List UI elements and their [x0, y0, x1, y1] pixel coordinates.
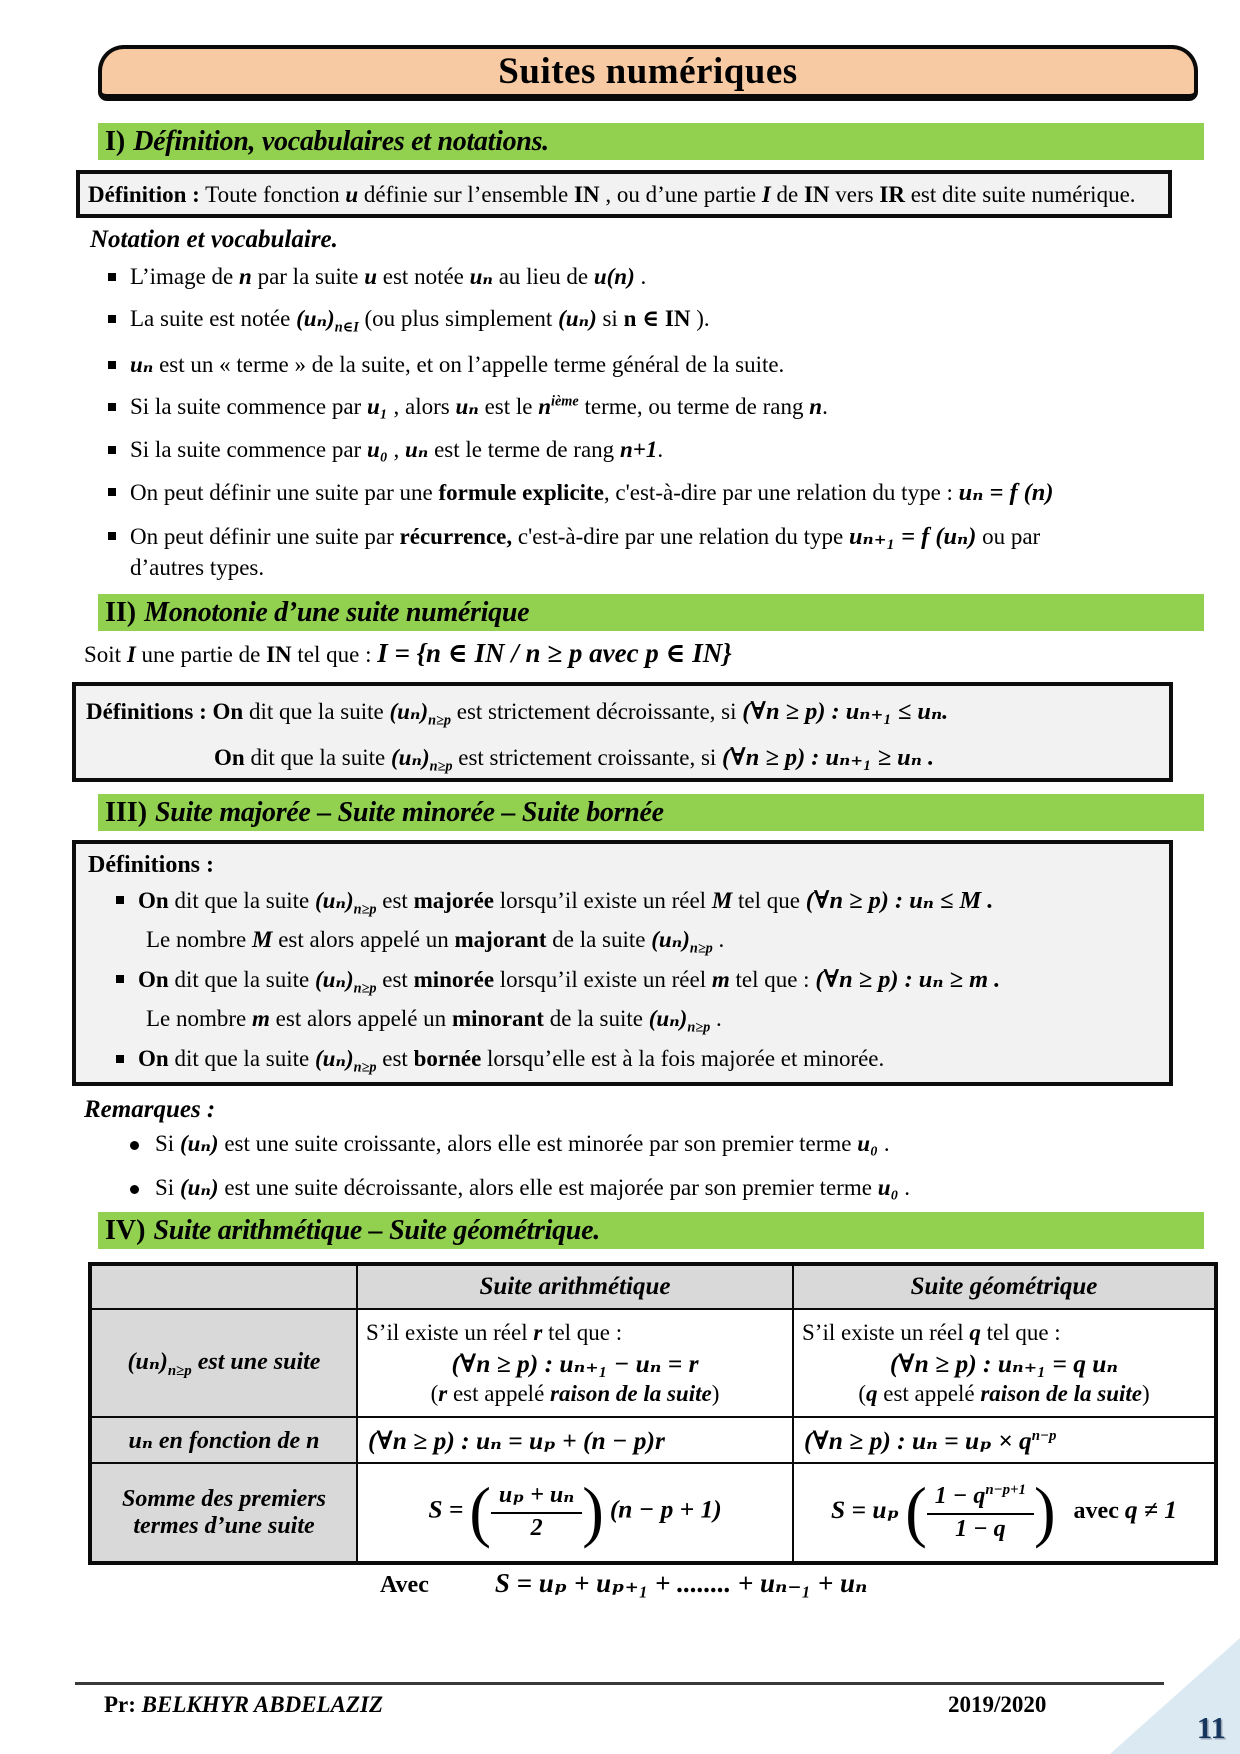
arith-term-cell [357, 1417, 793, 1463]
math-run: u₀ [857, 1131, 879, 1156]
math-subscript: n≥p [353, 901, 377, 918]
bold-run: récurrence, [399, 524, 513, 550]
section-bar-1 [98, 123, 1204, 160]
teacher-label: Pr: [104, 1692, 136, 1717]
open-paren: ( [905, 1473, 927, 1550]
definitions-lead: On [214, 744, 245, 770]
math-run: uₙ [130, 351, 154, 377]
list-item-text [130, 477, 1053, 509]
bold-run: On [138, 967, 169, 993]
square-bullet-icon [108, 403, 116, 411]
square-bullet-icon [116, 975, 124, 983]
geo-sum-cell [793, 1463, 1216, 1563]
bold-run: minorée [413, 967, 495, 993]
text-run: L’image de [130, 264, 240, 289]
text-run: . [710, 1006, 722, 1032]
math-run: uₙ [455, 394, 479, 420]
text-run: 1 − q [934, 1482, 986, 1509]
text-run: tel que : [729, 967, 816, 993]
bold-run: On [138, 888, 169, 913]
square-bullet-icon [116, 1055, 124, 1063]
math-subscript: n∈I [334, 319, 359, 336]
math-run: (uₙ) [389, 699, 429, 724]
list-item [108, 435, 1148, 465]
math-run: m [711, 967, 730, 993]
text-run: lorsqu’il existe un réel [494, 888, 712, 913]
math-run: n [239, 264, 252, 289]
square-bullet-icon [116, 896, 124, 904]
math-subscript: n≥p [167, 1362, 192, 1379]
arith-geo-table-wrap [88, 1262, 1177, 1565]
definition-line [86, 742, 1159, 776]
bold-run: On [138, 1045, 169, 1071]
definition-box [76, 170, 1172, 218]
math-run: uₙ [469, 264, 493, 289]
text-run: tel que [732, 888, 806, 913]
footer-teacher [104, 1692, 383, 1718]
page-number: 11 [1196, 1710, 1226, 1745]
section-bar-4 [98, 1212, 1204, 1249]
table-header-empty [90, 1264, 357, 1309]
list-item-text [130, 350, 784, 380]
text-run: S’il existe un réel [802, 1319, 970, 1345]
square-bullet-icon [108, 361, 116, 369]
geo-definition-cell [793, 1309, 1216, 1417]
math-subscript: n≥p [429, 758, 453, 775]
round-bullet-icon [130, 1141, 139, 1150]
text-run: dit que la suite [168, 1045, 315, 1071]
condition-label: avec [1073, 1498, 1125, 1525]
text-run: ) [1142, 1380, 1150, 1406]
math-run: (uₙ) [179, 1131, 219, 1156]
math-run: r [438, 1380, 448, 1406]
formula: uₙ₊₁ = f (uₙ) [848, 523, 977, 551]
list-item-text [130, 521, 1040, 584]
formula: (∀n ≥ p) : uₙ₊₁ − uₙ = r [451, 1348, 699, 1378]
formula: S = [428, 1495, 464, 1525]
math-run: (uₙ) [127, 1349, 168, 1376]
text-run: terme, ou terme de rang [578, 394, 810, 420]
row-label [90, 1463, 357, 1563]
math-run: (uₙ) [314, 967, 354, 993]
formula: (n − p + 1) [609, 1495, 722, 1525]
definition-item [116, 885, 1157, 919]
formula: (∀n ≥ p) : uₙ = uₚ + (n − p)r [368, 1425, 665, 1455]
text-run: S’il existe un réel [366, 1319, 534, 1345]
square-bullet-icon [108, 273, 116, 281]
math-subscript: n≥p [689, 940, 713, 957]
fraction [491, 1482, 582, 1542]
text-run: Le nombre [146, 927, 253, 953]
text-run: , c'est-à-dire par une relation du type : [603, 479, 959, 505]
math-superscript: ième [551, 393, 579, 410]
text-run: Si [155, 1131, 180, 1156]
text-run: est alors appelé un [272, 927, 455, 953]
text-run: lorsqu’il existe un réel [494, 967, 712, 993]
definition-item-text [146, 1004, 722, 1037]
section-4-title: Suite arithmétique – Suite géométrique. [153, 1214, 600, 1246]
remark-text [155, 1130, 890, 1157]
definition-item [146, 1004, 1157, 1037]
arith-sum-cell [357, 1463, 793, 1563]
definitions-lead: Définitions : On [86, 699, 244, 724]
text-run: On peut définir une suite par une [130, 479, 439, 505]
text-run: On peut définir une suite par [130, 524, 400, 550]
note-line [802, 1381, 1206, 1407]
text-run: est le [478, 394, 539, 420]
text-run: de [770, 182, 804, 207]
table-header-arith: Suite arithmétique [357, 1264, 793, 1309]
text-run: est alors appelé un [269, 1006, 452, 1032]
text-run: ). [690, 306, 710, 332]
list-item [108, 304, 1148, 337]
intro-line [366, 1320, 784, 1346]
square-bullet-icon [108, 532, 116, 540]
square-bullet-icon [108, 315, 116, 323]
text-run: ) [711, 1380, 720, 1406]
text-run: . [712, 927, 725, 953]
text-run: est le terme de rang [428, 436, 620, 462]
text-run: Le nombre [146, 1006, 253, 1032]
formula-line [802, 1473, 1206, 1550]
note-line [366, 1381, 784, 1407]
text-run: . [898, 1175, 910, 1200]
section-bar-2 [98, 594, 1204, 631]
text-run: tel que : [980, 1319, 1061, 1345]
math-subscript: n≥p [687, 1019, 711, 1036]
text-run: au lieu de [492, 264, 594, 289]
page-title: Suites numériques [498, 51, 798, 92]
section-1-title: Définition, vocabulaires et notations. [133, 125, 549, 157]
open-paren: ( [469, 1473, 491, 1550]
definition-item [116, 964, 1157, 998]
definition-item-text [138, 885, 993, 919]
text-run: est appelé [877, 1380, 981, 1406]
formula: (∀n ≥ p) : uₙ ≥ m . [815, 966, 1001, 994]
text-run: Soit [84, 642, 127, 667]
intro-line [802, 1320, 1206, 1346]
table-row-sum [90, 1463, 1216, 1563]
math-run: n+1 [619, 436, 658, 462]
math-run: n [306, 1428, 320, 1454]
section-bar-3 [98, 794, 1204, 831]
text-run: ou par [976, 524, 1041, 550]
table-row-definition [90, 1309, 1216, 1417]
text-run: tel que : [291, 642, 378, 667]
section-4-label: IV) [105, 1214, 146, 1246]
math-run: u [345, 182, 359, 207]
section-2-label: II) [105, 596, 137, 628]
table-row-general-term [90, 1417, 1216, 1463]
formula-line [366, 1348, 784, 1379]
close-paren: ) [1033, 1473, 1056, 1550]
text-run: est strictement croissante, si [452, 744, 723, 770]
math-run: M [252, 927, 273, 953]
formula-line [368, 1425, 784, 1456]
fraction-denominator: 2 [491, 1512, 582, 1543]
math-run: uₙ [128, 1428, 153, 1454]
text-run: Si [155, 1175, 180, 1200]
bounded-definitions-box [72, 840, 1173, 1086]
label-line: termes d’une suite [133, 1512, 315, 1539]
text-run: de la suite [543, 1006, 649, 1032]
list-item [108, 262, 1148, 292]
text-run: . [822, 394, 828, 420]
text-run: dit que la suite [243, 699, 390, 724]
text-run: est notée [377, 264, 470, 289]
footer-year: 2019/2020 [948, 1692, 1047, 1717]
fraction-numerator: uₚ + uₙ [498, 1482, 575, 1509]
math-run: u₁ [366, 394, 388, 420]
text-run: en fonction de [152, 1428, 307, 1454]
bold-run: formule explicite [438, 479, 604, 505]
text-run: est une suite décroissante, alors elle est majorée par son premier terme [218, 1175, 878, 1200]
monotony-definitions-box [72, 682, 1173, 782]
math-run: I [126, 642, 136, 667]
set-definition-line [84, 638, 732, 669]
formula: (∀n ≥ p) : uₙ₊₁ ≤ uₙ. [742, 698, 949, 725]
formula: (∀n ≥ p) : uₙ₊₁ ≥ uₙ . [722, 743, 935, 771]
text-run: est appelé [447, 1380, 551, 1406]
section-3-label: III) [105, 796, 148, 828]
bold-run: majorant [454, 927, 547, 953]
math-run: (uₙ) [179, 1175, 219, 1200]
math-superscript: n−p+1 [985, 1481, 1026, 1498]
list-item-text [130, 435, 663, 465]
math-run: q [866, 1380, 878, 1406]
text-run: c'est-à-dire par une relation du type [512, 524, 849, 550]
arith-definition-cell [357, 1309, 793, 1417]
section-3-title: Suite majorée – Suite minorée – Suite bornée [155, 796, 664, 828]
text-run: est une suite [191, 1349, 321, 1376]
text-run: par la suite [251, 264, 365, 289]
text-run: est strictement décroissante, si [451, 699, 743, 724]
text-run: . [878, 1131, 890, 1156]
math-run: I [761, 182, 771, 207]
text-run: Toute fonction [199, 182, 346, 207]
math-run: (uₙ) [558, 306, 597, 332]
section-1-label: I) [105, 125, 126, 157]
math-run: IN [574, 182, 600, 207]
math-run: u₀ [366, 436, 388, 462]
fraction [927, 1482, 1034, 1543]
definitions-heading: Définitions : [88, 852, 214, 878]
bold-run: bornée [413, 1045, 482, 1071]
list-item [108, 477, 1148, 509]
label-line: Somme des premiers [122, 1485, 326, 1512]
notation-bullet-list [108, 262, 1148, 596]
math-run: IN [266, 642, 292, 667]
round-bullet-icon [130, 1185, 139, 1194]
bold-run: minorant [451, 1006, 544, 1032]
remark-item [130, 1174, 1130, 1201]
fraction-denominator: 1 − q [927, 1513, 1034, 1544]
text-run: La suite est notée [130, 306, 297, 332]
text-run: , ou d’une partie [599, 182, 762, 207]
math-run: (uₙ) [296, 306, 335, 332]
text-run: définie sur l’ensemble [358, 182, 575, 207]
remark-text [155, 1174, 910, 1201]
text-run: Si la suite commence par [130, 436, 367, 462]
math-subscript: n≥p [353, 980, 377, 997]
table-header-row [90, 1264, 1216, 1309]
bold-run: majorée [413, 888, 495, 913]
text-run: est une suite croissante, alors elle est minorée par son premier terme [218, 1131, 858, 1156]
table-header-geo: Suite géométrique [793, 1264, 1216, 1309]
italic-run: raison de la suite [550, 1380, 712, 1406]
math-run: n [809, 394, 823, 420]
math-subscript: n≥p [353, 1059, 377, 1076]
list-item-text [130, 392, 828, 422]
section-2-title: Monotonie d’une suite numérique [144, 596, 530, 628]
math-run: (uₙ) [648, 1006, 688, 1032]
remark-item [130, 1130, 1130, 1157]
text-run: d’autres types. [130, 555, 265, 581]
math-run: u(n) [593, 264, 635, 289]
math-run: (uₙ) [390, 744, 430, 770]
list-item-text [130, 262, 646, 292]
formula-line [802, 1348, 1206, 1379]
definition-item [146, 925, 1157, 958]
definition-item-text [138, 964, 1000, 998]
remarks-heading: Remarques : [84, 1096, 216, 1123]
formula-line [366, 1473, 784, 1550]
text-run: , [387, 436, 406, 462]
math-run: q [969, 1319, 981, 1345]
geo-term-cell [793, 1417, 1216, 1463]
math-run: (uₙ) [314, 1045, 354, 1071]
list-item [108, 392, 1148, 422]
math-run: IR [879, 182, 905, 207]
list-item [108, 350, 1148, 380]
fraction-numerator [927, 1482, 1034, 1513]
math-run: uₙ [405, 436, 429, 462]
math-run: M [711, 888, 733, 913]
text-run: , alors [387, 394, 456, 420]
formula: S = uₚ + uₚ₊₁ + ........ + uₙ₋₁ + uₙ [494, 1568, 868, 1598]
avec-label: Avec [380, 1572, 429, 1598]
title-banner [98, 45, 1198, 101]
math-run: (uₙ) [314, 888, 354, 913]
text-run: tel que : [542, 1319, 623, 1345]
math-run: u₀ [877, 1175, 899, 1200]
text-run: est [376, 967, 414, 993]
text-run: ( [430, 1380, 439, 1406]
math-run: m [252, 1006, 270, 1032]
sum-expansion-line [380, 1568, 867, 1599]
formula: S = uₚ [831, 1495, 900, 1525]
text-run: est un « terme » de la suite, et on l’appelle terme général de la suite. [153, 351, 785, 377]
close-paren: ) [582, 1473, 604, 1550]
text-run: de la suite [546, 927, 652, 953]
list-item-text [130, 304, 710, 337]
formula: (∀n ≥ p) : uₙ ≤ M . [805, 887, 994, 914]
definition-item [116, 1044, 1157, 1077]
math-run: n ∈ IN [623, 306, 691, 332]
square-bullet-icon [108, 446, 116, 454]
math-superscript: n−p [1031, 1427, 1057, 1444]
footer-rule [75, 1682, 1164, 1685]
math-run: n [538, 394, 552, 420]
text-run: est [376, 888, 414, 913]
formula-line [804, 1425, 1206, 1456]
text-run: dit que la suite [244, 744, 391, 770]
definition-lead: Définition : [88, 182, 200, 207]
square-bullet-icon [108, 488, 116, 496]
math-run: u [364, 264, 378, 289]
teacher-name: BELKHYR ABDELAZIZ [135, 1692, 383, 1717]
italic-run: raison de la suite [980, 1380, 1142, 1406]
text-run: vers [829, 182, 880, 207]
text-run: ( [858, 1380, 866, 1406]
text-run: (ou plus simplement [358, 306, 559, 332]
definition-item-text [138, 1044, 884, 1077]
text-run: lorsqu’elle est à la fois majorée et minorée. [481, 1045, 885, 1071]
formula: uₙ = f (n) [958, 478, 1054, 506]
text-run: est dite suite numérique. [904, 182, 1136, 207]
math-subscript: n≥p [428, 712, 451, 729]
row-label [90, 1417, 357, 1463]
text-run: Si la suite commence par [130, 394, 367, 420]
notation-heading: Notation et vocabulaire. [90, 226, 338, 253]
formula: (∀n ≥ p) : uₙ = uₚ × q [804, 1425, 1032, 1455]
math-run: IN [803, 182, 830, 207]
formula: I = {n ∈ IN / n ≥ p avec p ∈ IN} [377, 638, 732, 668]
condition-formula: q ≠ 1 [1124, 1495, 1177, 1525]
definition-line [86, 696, 1159, 730]
text-run: dit que la suite [168, 967, 315, 993]
text-run: si [596, 306, 624, 332]
definition-item-text [146, 925, 724, 958]
list-item [108, 521, 1148, 584]
text-run: . [657, 436, 664, 462]
math-run: r [533, 1319, 543, 1345]
text-run: . [634, 264, 647, 289]
row-label [90, 1309, 357, 1417]
text-run: dit que la suite [168, 888, 315, 913]
formula: (∀n ≥ p) : uₙ₊₁ = q uₙ [889, 1348, 1119, 1378]
text-run: une partie de [135, 642, 267, 667]
text-run: est [376, 1045, 414, 1071]
arith-geo-table [88, 1262, 1218, 1565]
math-run: (uₙ) [651, 927, 690, 953]
